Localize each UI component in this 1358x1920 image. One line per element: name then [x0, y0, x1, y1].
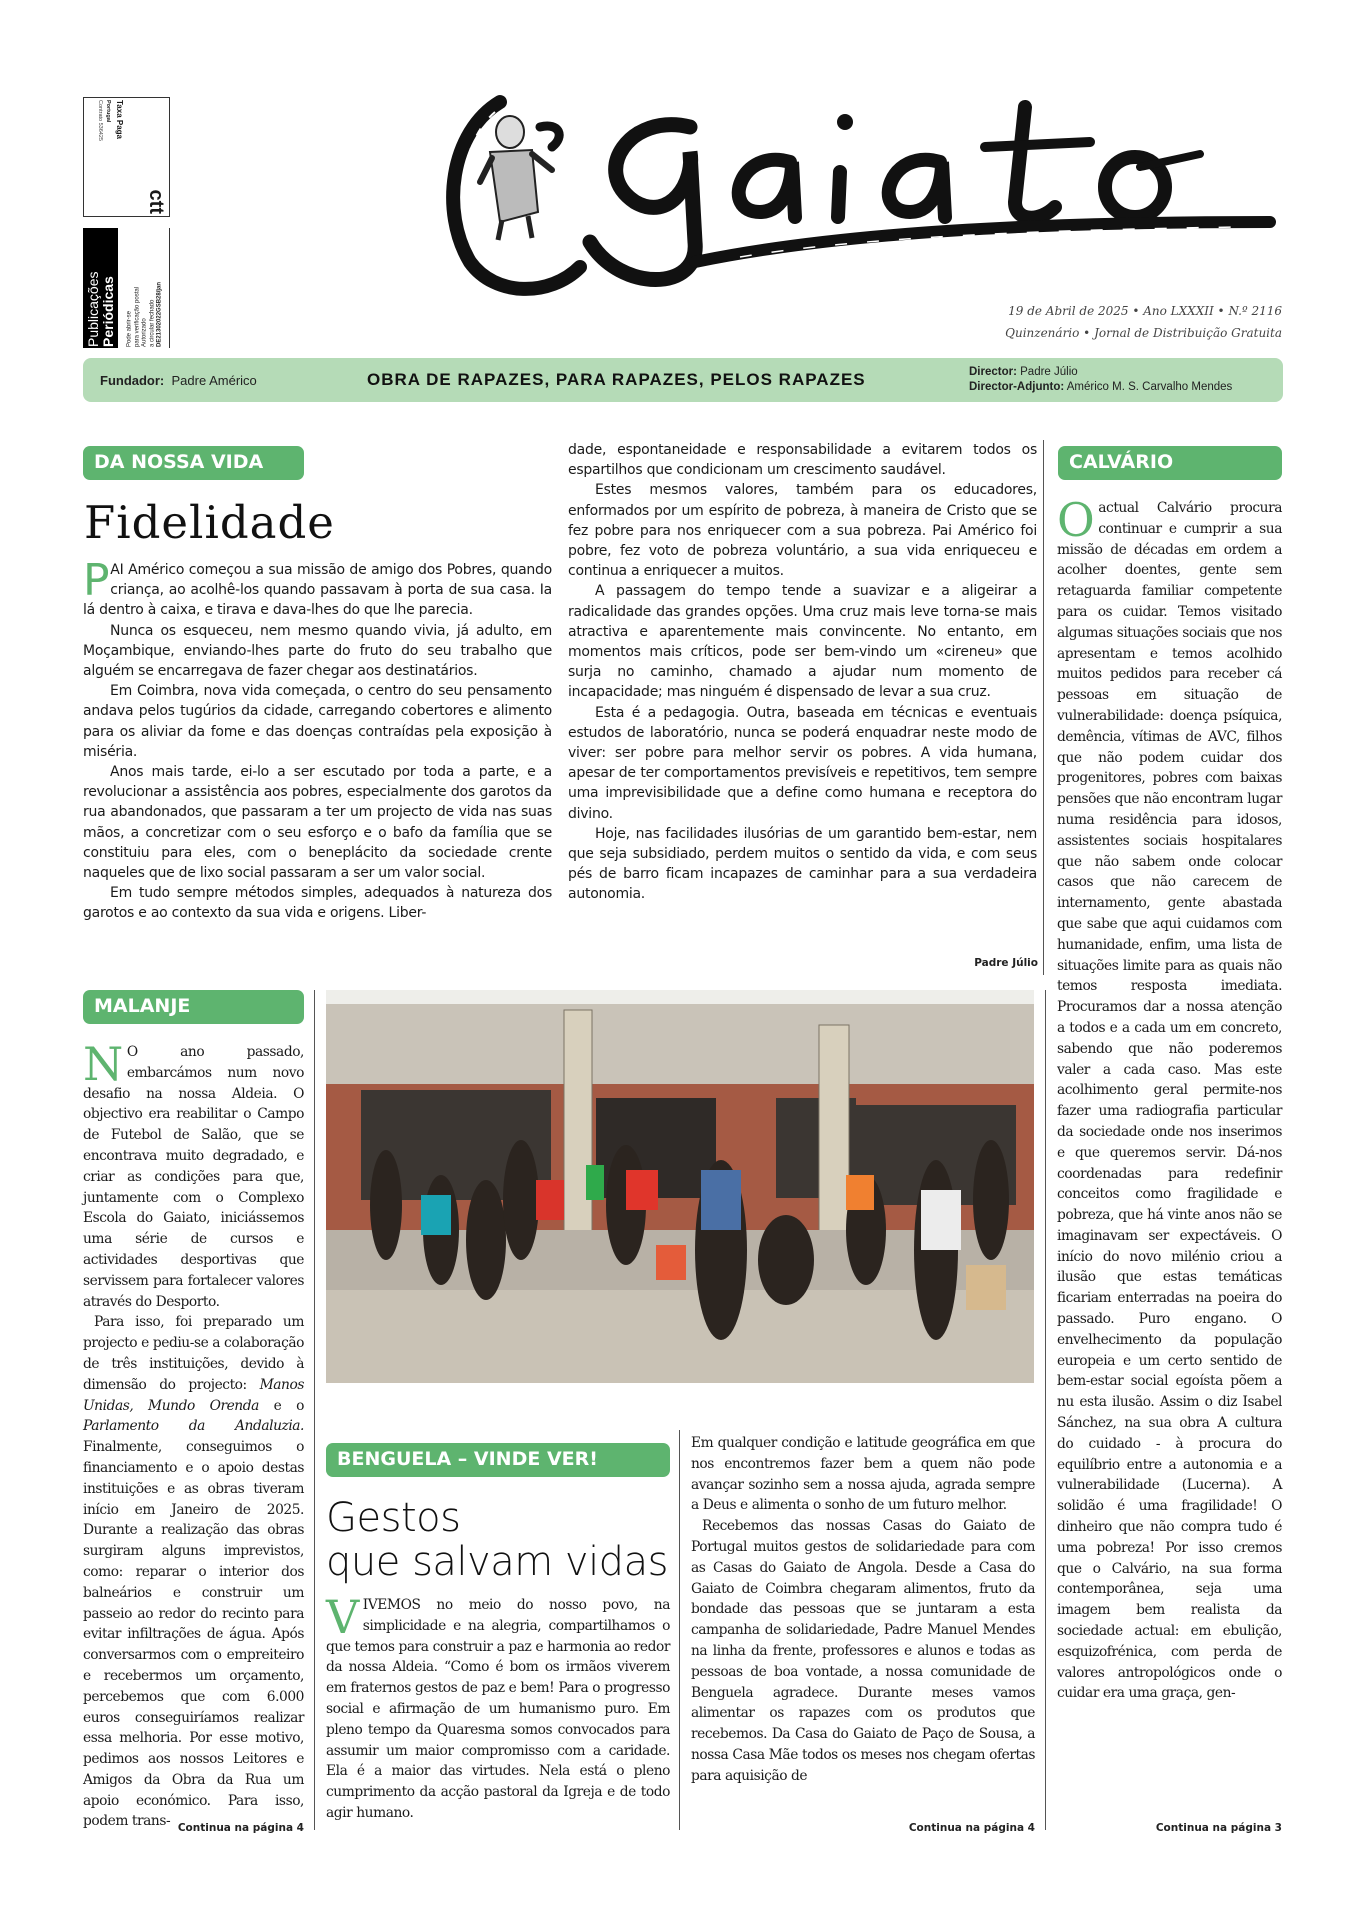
article-body-calvario — [1057, 493, 1282, 1704]
deputy-director-line: Director-Adjunto: Américo M. S. Carvalho Mendes — [969, 381, 1233, 393]
continued-link-malanje[interactable]: Continua na página 4 — [177, 1822, 304, 1834]
postal-paid-mark — [83, 97, 170, 217]
masthead-banner — [83, 358, 1283, 402]
o-gaiato-logo — [440, 92, 1300, 302]
paragraph: Anos mais tarde, ei-lo a ser escutado por toda a parte, e a revolucionar a assistência aos pobres, especialmente dos garotos da rua abandonados, que passaram a ter um projecto de vida nas suas mãos, a concretizar com o seu esforço e o bafo da família que se constituiu para eles, com o beneplácito da sociedade crente naqueles que de lixo social passaram a ser um valor social. — [83, 764, 552, 882]
taxa-paga-label: Taxa Paga — [114, 100, 124, 139]
article-body-benguela-col2 — [691, 1433, 1035, 1787]
paragraph: Em Coimbra, nova vida começada, o centro do seu pensamento andava pelos tugúrios da cidade, carregando cobertores e alimento para os aliviar da fome e das doenças contraídas pela exposição à miséria. — [83, 683, 552, 760]
paragraph: dade, espontaneidade e responsabilidade a evitarem todos os espartilhos que condicionam um crescimento saudável. — [568, 442, 1037, 479]
paragraph: Em qualquer condição e latitude geográfica em que nos encontremos fazer bem a quem não pode avançar sozinho sem a nossa ajuda, agrada sempre a Deus e alimenta o sonho de um futuro melhor. — [691, 1435, 1035, 1514]
paragraph: VIVEMOS no meio do nosso povo, na simplicidade e na alegria, compartilhamos o que temos para construir a paz e harmonia ao redor da nossa Aldeia. “Como é bom os irmãos viverem em fraternos gestos de paz e bem! Para o progresso social e afirmação de um humanismo puro. Em pleno tempo da Quaresma somos convocados para assumir um maior compromisso com a caridade. Ela é a maior das virtudes. Nela está o pleno cumprimento da acção pastoral da Igreja e de todo agir humano. — [326, 1590, 670, 1821]
article-body-malanje — [83, 1037, 304, 1832]
paragraph: Esta é a pedagogia. Outra, baseada em técnicas e eventuais estudos de laboratório, nunca se poderá enquadrar neste modo de viver: ser pobre para melhor servir os pobres. A vida humana, apesar de ter comportamentos previsíveis e repetitivos, tem sempre uma imprevisibilidade que a define como humana e receptora do divino. — [568, 704, 1037, 822]
drop-cap: N — [83, 1037, 123, 1091]
postal-contract: Contrato 536425 — [96, 100, 103, 141]
drop-cap: V — [326, 1590, 359, 1644]
issue-info — [1005, 300, 1282, 344]
director-line: Director: Padre Júlio — [969, 366, 1078, 378]
article-signature: Padre Júlio — [974, 957, 1038, 969]
section-label-benguela: BENGUELA – VINDE VER! — [326, 1443, 670, 1477]
paragraph: Para isso, foi preparado um projecto e pediu-se a colaboração de três instituições, devido à dimensão do projecto: Manos Unidas, Mundo Orenda e o Parlamento da Andaluzia. Finalmente, conseguimos o financiamento e o apoio destas instituições e as obras tiveram início em Janeiro de 2025. Durante a realização das obras surgiram alguns imprevistos, como: reparar o interior dos balneários e construir um passeio ao redor do recinto para evitar infiltrações de água. Após conversarmos com o empreiteiro e recebermos um orçamento, percebemos que com 6.000 euros conseguiríamos realizar essa melhoria. Por esse motivo, pedimos aos nossos Leitores e Amigos da Obra da Rua um apoio económico. Para isso, podem trans- — [83, 1314, 304, 1830]
column-divider — [314, 990, 315, 1830]
publicacoes-periodicas-mark — [83, 228, 170, 348]
founder-line: Fundador: Padre Américo — [100, 373, 257, 388]
section-label-da-nossa-vida: DA NOSSA VIDA — [83, 446, 304, 480]
article-body-fidelidade-col2 — [568, 440, 1037, 905]
photo-children-with-gifts — [326, 990, 1034, 1383]
section-label-malanje: MALANJE — [83, 990, 304, 1024]
article-body-fidelidade-col1 — [83, 555, 552, 924]
boy-illustration — [480, 116, 552, 240]
column-divider — [679, 1430, 680, 1830]
article-body-benguela-col1 — [326, 1590, 670, 1824]
drop-cap: P — [83, 555, 110, 606]
directors — [969, 365, 1232, 395]
section-label-calvario: CALVÁRIO — [1058, 446, 1282, 480]
paragraph: Oactual Calvário procura continuar e cumprir a sua missão de décadas em ordem a acolher doentes, gente sem retaguarda familiar competente para os cuidar. Temos visitado algumas situações sociais que nos apresentam e temos acolhido muitos pedidos para receber cá pessoas em situação de vulnerabilidade: doença psíquica, demência, vítimas de AVC, filhos que não podem cuidar dos progenitores, pobres com baixas pensões que não encontram lugar numa residência para idosos, assistentes sociais hospitalares que não sabem onde colocar casos que não carecem de internamento, gente abastada que sabe que aqui cuidamos com humanidade, enfim, uma lista de situações limite para as quais não temos resposta imediata. Procuramos dar a nossa atenção a todos e a cada um em concreto, sabendo que não poderemos valer a cada caso. Mas este acolhimento geral permite-nos fazer uma radiografia particular da sociedade onde nos inserimos e que queremos servir. Dá-nos coordenadas para redefinir conceitos como fragilidade e pobreza, que há vinte anos não se imaginavam ser expectáveis. O início do novo milénio criou a ilusão que estas temáticas ficariam enterradas na poeira do passado. Puro engano. O envelhecimento da população europeia e um certo sentido de bem-estar social egoísta põem a nu esta ilusão. Assim o diz Isabel Sánchez, na sua obra A cultura do cuidado - à procura do equilíbrio entre a autonomia e a vulnerabilidade (Lucerna). A solidão é uma fragilidade! O dinheiro que não compra tudo é uma pobreza! Por isso cremos que o Calvário, na sua forma contemporânea, seja uma imagem bem realista da sociedade actual: em ebulição, esquizofrénica, com perda de valores antropológicos onde o cuidar era uma graça, gen- — [1057, 493, 1282, 1702]
paragraph: PAI Américo começou a sua missão de amigo dos Pobres, quando criança, ao acolhê-los quando passavam à porta de sua casa. Ia lá dentro à caixa, e tirava e dava-lhes do que lhe parecia. — [83, 555, 552, 619]
column-divider — [1045, 990, 1046, 1830]
paragraph: Nunca os esqueceu, nem mesmo quando vivia, já adulto, em Moçambique, enviando-lhes parte do fruto do seu trabalho que alguém se encarregava de fazer chegar aos destinatários. — [83, 622, 552, 680]
continued-link-calvario[interactable]: Continua na página 3 — [1155, 1822, 1282, 1834]
ctt-logo: ctt — [144, 189, 167, 214]
paragraph: Em tudo sempre métodos simples, adequados à natureza dos garotos e ao contexto da sua vida e origens. Liber- — [83, 885, 552, 922]
article-title-fidelidade: Fidelidade — [84, 496, 335, 549]
frequency-line: Quinzenário • Jornal de Distribuição Gratuita — [1005, 326, 1282, 340]
postal-country: Portugal — [104, 100, 111, 123]
issue-line: 19 de Abril de 2025 • Ano LXXXII • N.º 2116 — [1008, 304, 1282, 318]
paragraph: Estes mesmos valores, também para os educadores, enformados por um espírito de pobreza, à maneira de Cristo que se fez pobre para nos enriquecer com a sua pobreza. Pai Américo foi pobre, fez voto de pobreza voluntário, a sua vida enriqueceu e continua a enriquecer a muitos. — [568, 482, 1037, 580]
paragraph: Hoje, nas facilidades ilusórias de um garantido bem-estar, nem que seja subsidiado, perdem muitos o sentido da vida, e com seus pés de barro ficam incapazes de caminhar para a sua verdadeira autonomia. — [568, 825, 1037, 903]
drop-cap: O — [1057, 493, 1095, 547]
postal-authorization-note: Pode abrir-se para verificação postal Autorizado a circular fechado DE21302022GSB28/jan — [120, 228, 170, 348]
paragraph: Recebemos das nossas Casas do Gaiato de Portugal muitos gestos de solidariedade para com as Casas do Gaiato de Angola. Desde a Casa do Gaiato de Coimbra chegaram alimentos, fruto da bondade das pessoas que se juntaram a esta campanha de solidariedade, Padre Manuel Mendes na linha da frente, professores e alunos e todas as pessoas de boa vontade, a nossa comunidade de Benguela agradece. Durante meses vamos alimentar os rapazes com os produtos que recebemos. Da Casa do Gaiato de Paço de Sousa, a nossa Casa Mãe todos os meses nos chegam ofertas para aquisição de — [691, 1518, 1035, 1784]
publicacoes-periodicas-label: Publicações Periódicas — [83, 228, 118, 348]
paragraph: N O ano passado, embarcámos num novo desafio na nossa Aldeia. O objectivo era reabilitar o Campo de Futebol de Salão, que se encontrava muito degradado, e criar as condições para que, juntamente com o Complexo Escola do Gaiato, iniciássemos uma série de cursos e actividades desportivas que servissem para fortalecer valores através do Desporto. — [83, 1037, 304, 1310]
motto: OBRA DE RAPAZES, PARA RAPAZES, PELOS RAPAZES — [367, 370, 866, 389]
article-title-gestos: Gestos que salvam vidas — [326, 1495, 668, 1585]
column-divider — [1043, 440, 1044, 975]
continued-link-benguela[interactable]: Continua na página 4 — [908, 1822, 1035, 1834]
paragraph: A passagem do tempo tende a suavizar e a aligeirar a radicalidade das grandes opções. Uma cruz mais leve torna-se mais atractiva e aparentemente mais convincente. No entanto, em momentos mais críticos, pode ser bem-vindo um «cireneu» que surja no caminho, chamado a ajudar num momento de incapacidade; mas ninguém é dispensado de levar a sua cruz. — [568, 583, 1037, 701]
